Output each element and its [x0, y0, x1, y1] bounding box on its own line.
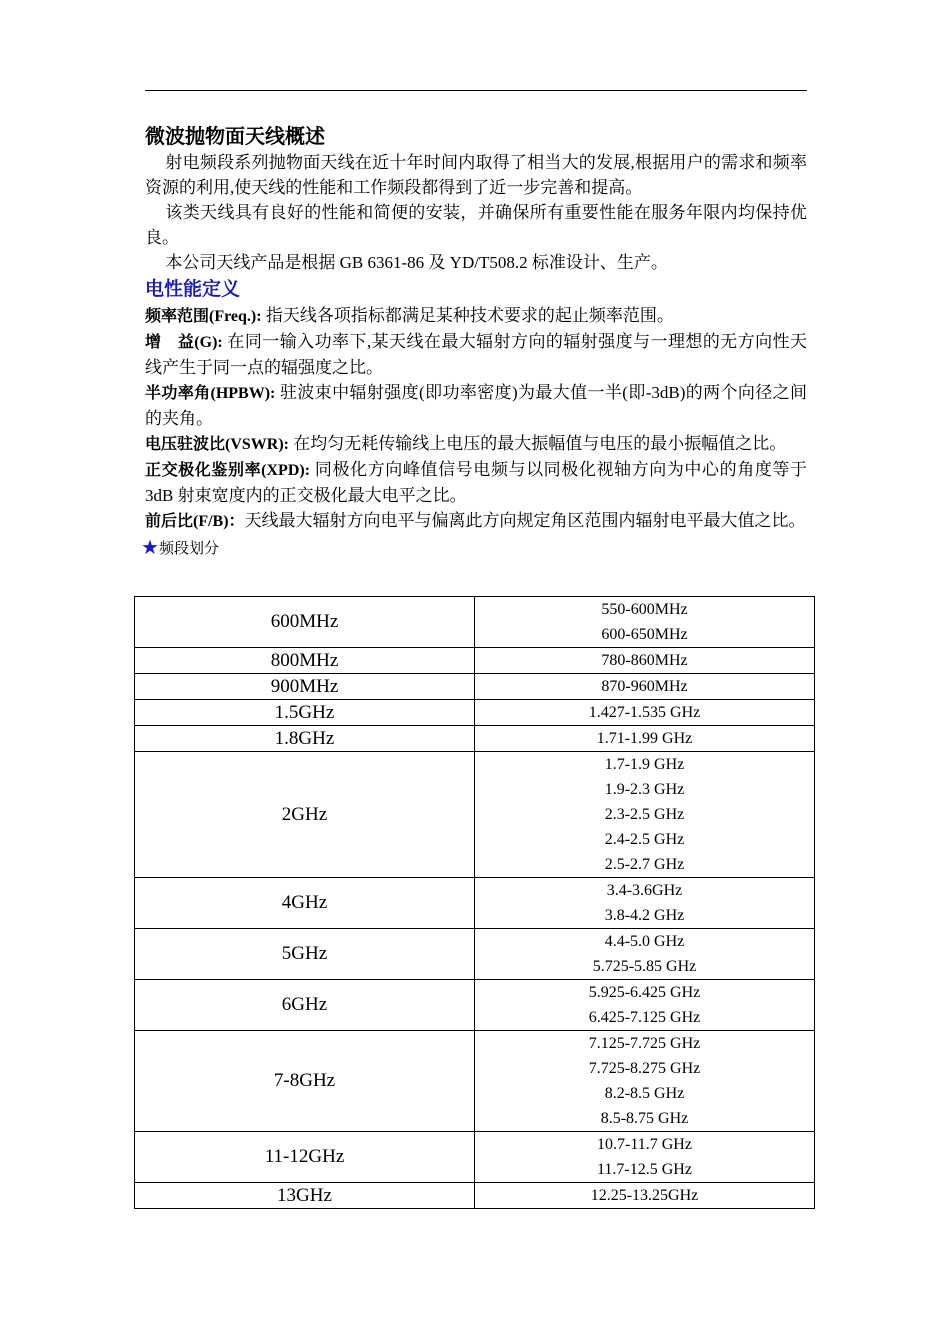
star-icon: ★ — [141, 535, 159, 559]
table-row — [135, 597, 815, 648]
band-cell: 4GHz — [135, 878, 475, 929]
range-cell — [475, 648, 815, 674]
band-cell: 900MHz — [135, 674, 475, 700]
table-row — [135, 648, 815, 674]
range-cell — [475, 980, 815, 1031]
definition-hpbw — [145, 380, 807, 431]
intro-paragraph: 射电频段系列抛物面天线在近十年时间内取得了相当大的发展,根据用户的需求和频率资源的利用,使天线的性能和工作频段都得到了近一步完善和提高。 — [145, 153, 807, 197]
table-row — [135, 752, 815, 878]
frequency-range: 12.25-13.25GHz — [590, 1187, 699, 1204]
range-cell — [475, 674, 815, 700]
frequency-range: 600-650MHz — [601, 626, 688, 643]
table-row — [135, 980, 815, 1031]
definition-term: 半功率角(HPBW): — [145, 385, 276, 402]
page-title: 微波抛物面天线概述 — [145, 124, 325, 148]
definition-term: 频率范围(Freq.): — [145, 308, 262, 325]
band-cell: 1.8GHz — [135, 726, 475, 752]
table-row — [135, 1183, 815, 1209]
table-row — [135, 878, 815, 929]
band-cell: 800MHz — [135, 648, 475, 674]
table-row — [135, 674, 815, 700]
frequency-range: 5.725-5.85 GHz — [592, 958, 697, 975]
frequency-range: 2.5-2.7 GHz — [604, 856, 685, 873]
definition-xpd — [145, 457, 807, 508]
header-rule — [145, 90, 807, 91]
range-cell — [475, 929, 815, 980]
band-cell: 13GHz — [135, 1183, 475, 1209]
section-title: 电性能定义 — [145, 278, 241, 300]
table-row — [135, 929, 815, 980]
range-cell — [475, 597, 815, 648]
definition-text: 在均匀无耗传输线上电压的最大振幅值与电压的最小振幅值之比。 — [293, 434, 787, 453]
frequency-range: 780-860MHz — [601, 652, 688, 669]
intro-paragraph: 本公司天线产品是根据 GB 6361-86 及 YD/T508.2 标准设计、生产。 — [165, 253, 668, 272]
frequency-range: 7.725-8.275 GHz — [588, 1060, 701, 1077]
frequency-range: 10.7-11.7 GHz — [597, 1136, 692, 1153]
band-cell: 2GHz — [135, 752, 475, 878]
definition-freq — [145, 303, 807, 329]
table-row — [135, 726, 815, 752]
frequency-range: 550-600MHz — [601, 601, 688, 618]
frequency-range: 1.7-1.9 GHz — [604, 756, 685, 773]
band-cell: 600MHz — [135, 597, 475, 648]
frequency-range: 7.125-7.725 GHz — [588, 1035, 701, 1052]
definition-gain — [145, 329, 807, 380]
range-cell — [475, 726, 815, 752]
range-cell — [475, 1031, 815, 1132]
range-cell — [475, 752, 815, 878]
definition-term: 正交极化鉴别率(XPD): — [145, 462, 311, 479]
frequency-range: 8.5-8.75 GHz — [600, 1110, 689, 1127]
table-row — [135, 1031, 815, 1132]
band-cell: 6GHz — [135, 980, 475, 1031]
frequency-range: 3.8-4.2 GHz — [604, 907, 685, 924]
definition-text: 在同一输入功率下,某天线在最大辐射方向的辐射强度与一理想的无方向性天线产生于同一点的辐强度之比。 — [145, 332, 807, 377]
range-cell — [475, 700, 815, 726]
range-cell — [475, 878, 815, 929]
definition-term: 前后比(F/B)： — [145, 513, 245, 530]
definition-vswr — [145, 431, 807, 457]
frequency-range: 1.427-1.535 GHz — [588, 704, 701, 721]
definition-fb — [145, 508, 807, 534]
band-cell: 1.5GHz — [135, 700, 475, 726]
definition-term: 增 益(G): — [145, 334, 223, 351]
frequency-range: 2.4-2.5 GHz — [604, 831, 685, 848]
intro-paragraph: 该类天线具有良好的性能和简便的安装，并确保所有重要性能在服务年限内均保持优良。 — [145, 203, 807, 247]
frequency-range: 1.9-2.3 GHz — [604, 781, 685, 798]
frequency-range: 11.7-12.5 GHz — [597, 1161, 692, 1178]
frequency-range: 5.925-6.425 GHz — [588, 984, 701, 1001]
range-cell — [475, 1132, 815, 1183]
document-body — [141, 122, 808, 559]
definition-text: 同极化方向峰值信号电频与以同极化视轴方向为中心的角度等于 3dB 射束宽度内的正交极化最大电平之比。 — [145, 460, 808, 505]
band-cell: 5GHz — [135, 929, 475, 980]
definition-text: 指天线各项指标都满足某种技术要求的起止频率范围。 — [265, 306, 674, 325]
definition-text: 驻波束中辐射强度(即功率密度)为最大值一半(即-3dB)的两个向径之间的夹角。 — [145, 383, 807, 428]
definition-term: 电压驻波比(VSWR): — [145, 436, 289, 453]
frequency-range: 8.2-8.5 GHz — [604, 1085, 685, 1102]
frequency-range: 2.3-2.5 GHz — [604, 806, 685, 823]
frequency-range: 870-960MHz — [601, 678, 688, 695]
frequency-range: 1.71-1.99 GHz — [596, 730, 693, 747]
table-row — [135, 700, 815, 726]
range-cell — [475, 1183, 815, 1209]
frequency-band-table — [134, 596, 815, 1209]
band-cell: 11-12GHz — [135, 1132, 475, 1183]
band-cell: 7-8GHz — [135, 1031, 475, 1132]
table-row — [135, 1132, 815, 1183]
definition-text: 天线最大辐射方向电平与偏离此方向规定角区范围内辐射电平最大值之比。 — [244, 511, 806, 530]
frequency-range: 6.425-7.125 GHz — [588, 1009, 701, 1026]
band-subtitle-label: 频段划分 — [158, 541, 219, 557]
frequency-range: 3.4-3.6GHz — [606, 882, 683, 899]
frequency-range: 4.4-5.0 GHz — [604, 933, 685, 950]
band-subtitle — [141, 536, 807, 558]
